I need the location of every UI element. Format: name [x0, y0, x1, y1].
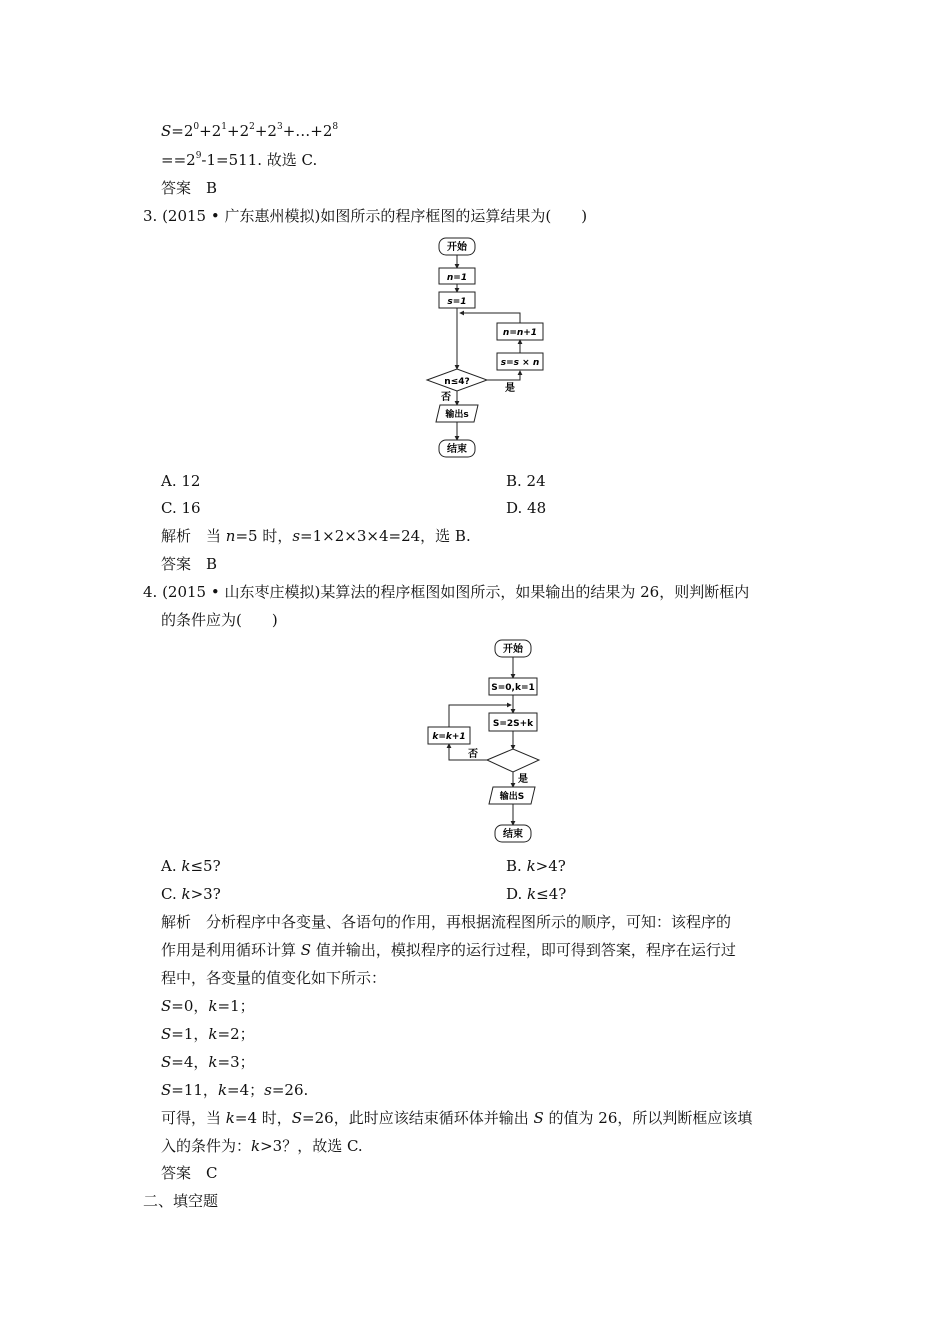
q3-fc-end-text: 结束	[447, 444, 467, 455]
q4-trace-1: S=0，k=1；	[161, 997, 255, 1015]
q4-stem-line2: 的条件应为( )	[161, 611, 278, 629]
sum-formula: $S=2^0+2^1+2^2+2^3+\dots+2^8$	[161, 122, 339, 140]
sum-result: $==2^9-1=511$. 故选 C.	[161, 151, 318, 169]
q4-trace-2: S=1，k=2；	[161, 1025, 255, 1043]
q4-analysis-line1: 解析 分析程序中各变量、各语句的作用，再根据流程图所示的顺序，可知：该程序的	[161, 913, 732, 931]
q4-option-b: B. k>4?	[506, 857, 566, 875]
q4-fc-yes-label: 是	[518, 774, 528, 785]
q3-stem: 3. (2015 • 广东惠州模拟)如图所示的程序框图的运算结果为( )	[143, 207, 588, 225]
q4-option-a: A. k≤5?	[161, 857, 221, 875]
q3-option-b: B. 24	[506, 472, 546, 490]
q4-stem-line1: 4. (2015 • 山东枣庄模拟)某算法的程序框图如图所示，如果输出的结果为 26，则判断框内	[143, 583, 750, 601]
q3-fc-s-init-text: s=1	[447, 297, 467, 307]
q4-fc-init-text: S=0,k=1	[491, 683, 535, 693]
q4-fc-start-text: 开始	[503, 644, 523, 655]
q3-fc-condition-text: n≤4?	[444, 377, 470, 387]
q3-fc-no-label: 否	[441, 392, 451, 403]
q4-fc-s-update-text: S=2S+k	[492, 719, 534, 729]
q3-fc-n-init-text: n=1	[446, 273, 468, 283]
q4-analysis-line3: 程中，各变量的值变化如下所示：	[161, 969, 387, 987]
q3-analysis: 解析 当 n=5 时，s=1×2×3×4=24，选 B.	[161, 527, 471, 545]
q3-fc-s-update-text: s=s × n	[500, 358, 540, 368]
q4-trace-3: S=4，k=3；	[161, 1053, 255, 1071]
q3-fc-output-text: 输出s	[445, 410, 469, 420]
q4-option-c: C. k>3?	[161, 885, 221, 903]
q4-trace-4: S=11，k=4；s=26.	[161, 1081, 309, 1099]
q4-fc-end-text: 结束	[503, 829, 523, 840]
q3-fc-start-text: 开始	[447, 242, 467, 253]
q4-flowchart	[420, 636, 560, 850]
q4-option-d: D. k≤4?	[506, 885, 567, 903]
q3-answer: 答案 B	[161, 555, 218, 573]
q4-conclusion-line1: 可得，当 k=4 时，S=26，此时应该结束循环体并输出 S 的值为 26，所以判断框应该填	[161, 1109, 753, 1127]
q4-analysis-line2: 作用是利用循环计算 S 值并输出，模拟程序的运行过程，即可得到答案，程序在运行过	[161, 941, 736, 959]
q3-flowchart	[420, 233, 560, 463]
q4-conclusion-line2: 入的条件为：k>3？，故选 C.	[161, 1137, 363, 1155]
q3-option-c: C. 16	[161, 499, 201, 517]
q3-fc-n-update-text: n=n+1	[502, 328, 538, 338]
q4-fc-k-update-text: k=k+1	[432, 732, 466, 742]
q4-fc-output-text: 输出S	[499, 792, 525, 802]
q3-fc-yes-label: 是	[505, 383, 515, 394]
q3-option-d: D. 48	[506, 499, 547, 517]
section-heading: 二、填空题	[143, 1192, 219, 1210]
q4-fc-no-label: 否	[468, 749, 478, 760]
prev-answer: 答案 B	[161, 179, 218, 197]
q3-option-a: A. 12	[161, 472, 201, 490]
q4-condition-diamond	[487, 749, 539, 772]
q4-answer: 答案 C	[161, 1164, 218, 1182]
